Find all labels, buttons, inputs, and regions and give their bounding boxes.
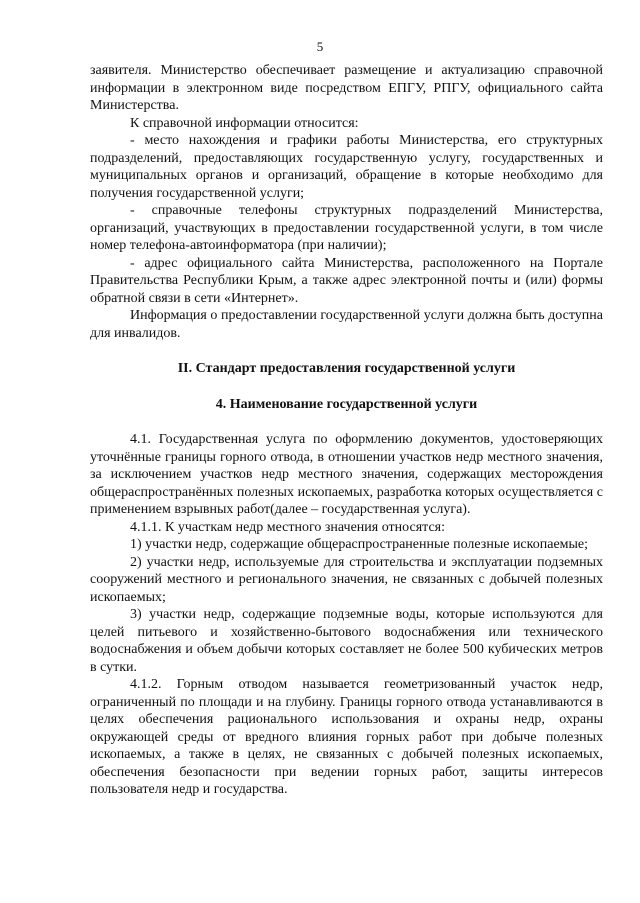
list-item: 1) участки недр, содержащие общераспространенные полезные ископаемые; [130,537,589,552]
paragraph: заявителя. Министерство обеспечивает размещение и актуализацию справочной информации в электронном виде посредством ЕПГУ, РПГУ, официального сайта Министерства. [90,63,603,113]
list-item: - место нахождения и графики работы Министерства, его структурных подразделений, предоставляющих государственную услугу, государственных и муниципальных органов и организаций, обращение в которые необходимо для получения государственной услуги; [90,133,603,201]
list-item: 3) участки недр, содержащие подземные воды, которые используются для целей питьевого и хозяйственно-бытового водоснабжения или технического водоснабжения и объем добычи которых составляет не более 500 кубических метров в сутки. [90,607,603,675]
paragraph: 4.1.2. Горным отводом называется геометризованный участок недр, ограниченный по площади и на глубину. Границы горного отвода устанавливаются в целях обеспечения рационального использования и охраны недр, охраны окружающей среды от вредного влияния горных работ при добыче полезных ископаемых, а также в целях, не связанных с добычей полезных ископаемых, обеспечения безопасности при ведении горных работ, защиты интересов пользователя недр и государства. [90,677,603,797]
paragraph: 4.1. Государственная услуга по оформлению документов, удостоверяющих уточнённые границы горного отвода, в отношении участков недр местного значения, за исключением участков недр местного значения, содержащих месторождения общераспространённых полезных ископаемых, разработка которых осуществляется с применением взрывных работ(далее – государственная услуга). [90,432,603,517]
paragraph: Информация о предоставлении государственной услуги должна быть доступна для инвалидов. [90,308,603,341]
list-item: - адрес официального сайта Министерства, расположенного на Портале Правительства Республики Крым, а также адрес электронной почты и (или) формы обратной связи в сети «Интернет». [90,255,603,306]
paragraph: 4.1.1. К участкам недр местного значения относятся: [130,519,445,535]
subsection-heading: 4. Наименование государственной услуги [215,396,478,412]
list-item: 2) участки недр, используемые для строительства и эксплуатации подземных сооружений местного и регионального значения, не связанных с добычей полезных ископаемых; [90,554,603,605]
page-number: 5 [316,39,324,54]
document-body [90,62,603,799]
section-heading: II. Стандарт предоставления государственной услуги [177,361,516,376]
list-item: - справочные телефоны структурных подразделений Министерства, организаций, участвующих в предоставлении государственной услуги, в том числе номер телефона-автоинформатора (при наличии); [90,203,603,253]
paragraph: К справочной информации относится: [130,115,359,131]
